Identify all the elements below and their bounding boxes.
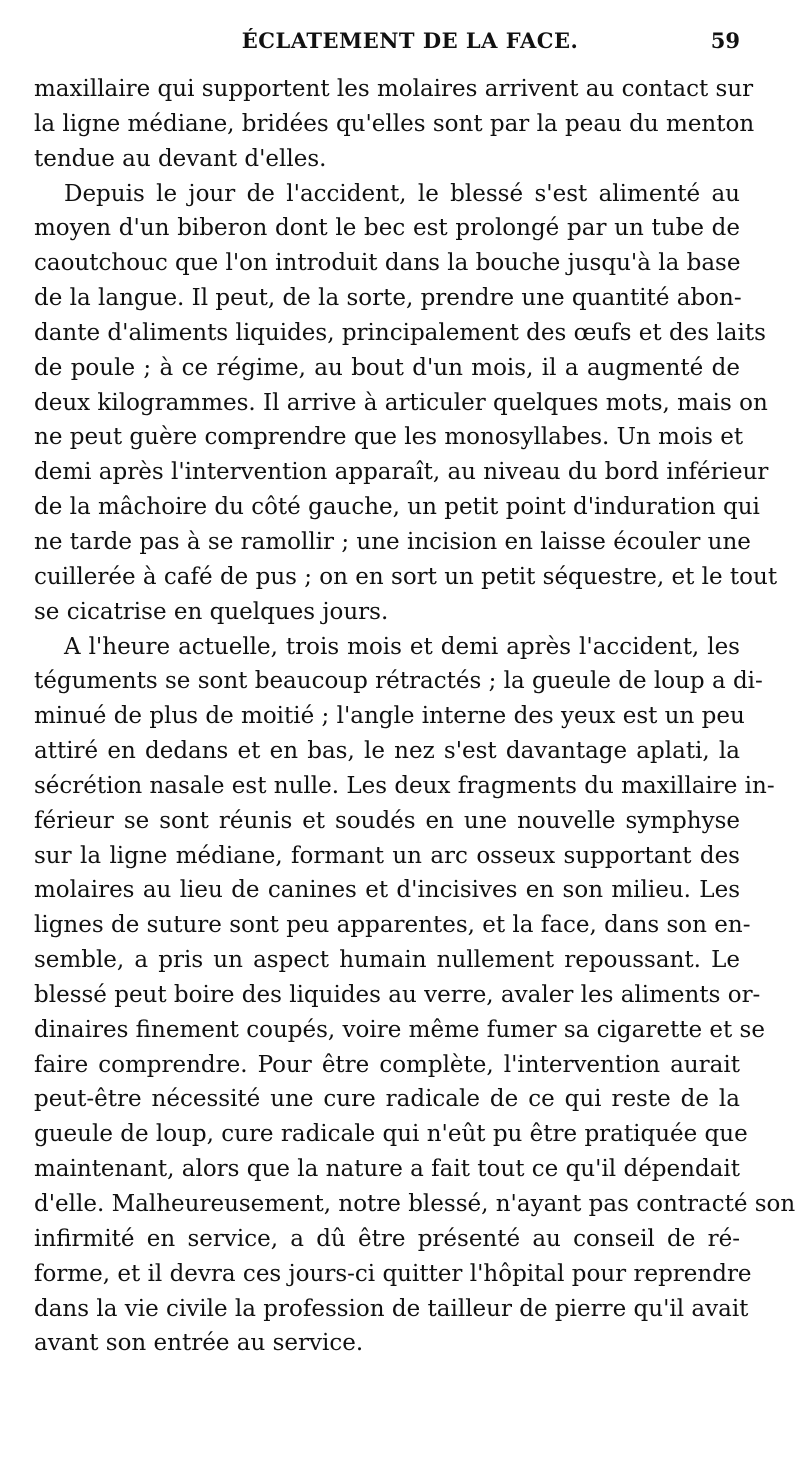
text-line: avant son entrée au service. bbox=[34, 1330, 364, 1357]
text-line: maintenant, alors que la nature a fait tout ce qu'il dépendait bbox=[34, 1156, 740, 1183]
text-line: dinaires finement coupés, voire même fumer sa cigarette et se bbox=[34, 1016, 765, 1043]
text-line: caoutchouc que l'on introduit dans la bouche jusqu'à la base bbox=[34, 250, 741, 277]
text-line: se cicatrise en quelques jours. bbox=[34, 598, 389, 625]
text-line: sur la ligne médiane, formant un arc osseux supportant des bbox=[34, 842, 740, 869]
text-line: demi après l'intervention apparaît, au niveau du bord inférieur bbox=[34, 459, 769, 486]
text-line: cuillerée à café de pus ; on en sort un petit séquestre, et le tout bbox=[34, 563, 778, 590]
text-line: gueule de loup, cure radicale qui n'eût pu être pratiquée que bbox=[34, 1121, 748, 1148]
running-head bbox=[34, 28, 740, 62]
text-line: A l'heure actuelle, trois mois et demi après l'accident, les bbox=[64, 633, 740, 660]
text-line: de poule ; à ce régime, au bout d'un mois, il a augmenté de bbox=[34, 354, 740, 381]
text-line: infirmité en service, a dû être présenté au conseil de ré- bbox=[34, 1225, 740, 1252]
text-line: dans la vie civile la profession de tailleur de pierre qu'il avait bbox=[34, 1295, 749, 1322]
text-line: de la mâchoire du côté gauche, un petit point d'induration qui bbox=[34, 494, 760, 521]
text-line: dante d'aliments liquides, principalement des œufs et des laits bbox=[34, 319, 766, 346]
text-line: maxillaire qui supportent les molaires arrivent au contact sur bbox=[34, 76, 754, 102]
text-line: sécrétion nasale est nulle. Les deux fragments du maxillaire in- bbox=[34, 772, 775, 799]
text-line: blessé peut boire des liquides au verre, avaler les aliments or- bbox=[34, 981, 761, 1008]
running-title: ÉCLATEMENT DE LA FACE. bbox=[241, 28, 579, 53]
text-line: peut-être nécessité une cure radicale de ce qui reste de la bbox=[34, 1086, 740, 1113]
text-line: Depuis le jour de l'accident, le blessé s'est alimenté au bbox=[64, 180, 740, 207]
text-line: ne peut guère comprendre que les monosyllabes. Un mois et bbox=[34, 424, 744, 451]
text-line: téguments se sont beaucoup rétractés ; la gueule de loup a di- bbox=[34, 668, 763, 695]
text-line: férieur se sont réunis et soudés en une nouvelle symphyse bbox=[34, 807, 740, 834]
text-line: deux kilogrammes. Il arrive à articuler quelques mots, mais on bbox=[34, 389, 768, 416]
body-text bbox=[34, 72, 796, 1361]
text-line: moyen d'un biberon dont le bec est prolongé par un tube de bbox=[34, 215, 740, 242]
text-line: forme, et il devra ces jours-ci quitter l'hôpital pour reprendre bbox=[34, 1260, 752, 1287]
text-line: semble, a pris un aspect humain nullement repoussant. Le bbox=[34, 947, 740, 974]
text-line: de la langue. Il peut, de la sorte, prendre une quantité abon- bbox=[34, 285, 742, 312]
text-line: la ligne médiane, bridées qu'elles sont par la peau du menton bbox=[34, 110, 755, 137]
text-line: minué de plus de moitié ; l'angle interne des yeux est un peu bbox=[34, 703, 745, 730]
page-number: 59 bbox=[710, 28, 740, 53]
text-line: faire comprendre. Pour être complète, l'intervention aurait bbox=[34, 1051, 740, 1078]
text-line: molaires au lieu de canines et d'incisives en son milieu. Les bbox=[34, 877, 740, 904]
text-line: lignes de suture sont peu apparentes, et la face, dans son en- bbox=[34, 912, 751, 939]
text-line: attiré en dedans et en bas, le nez s'est davantage aplati, la bbox=[34, 738, 740, 765]
text-line: tendue au devant d'elles. bbox=[34, 145, 327, 172]
text-line: ne tarde pas à se ramollir ; une incision en laisse écouler une bbox=[34, 528, 751, 555]
text-line: d'elle. Malheureusement, notre blessé, n'ayant pas contracté son bbox=[34, 1191, 796, 1217]
